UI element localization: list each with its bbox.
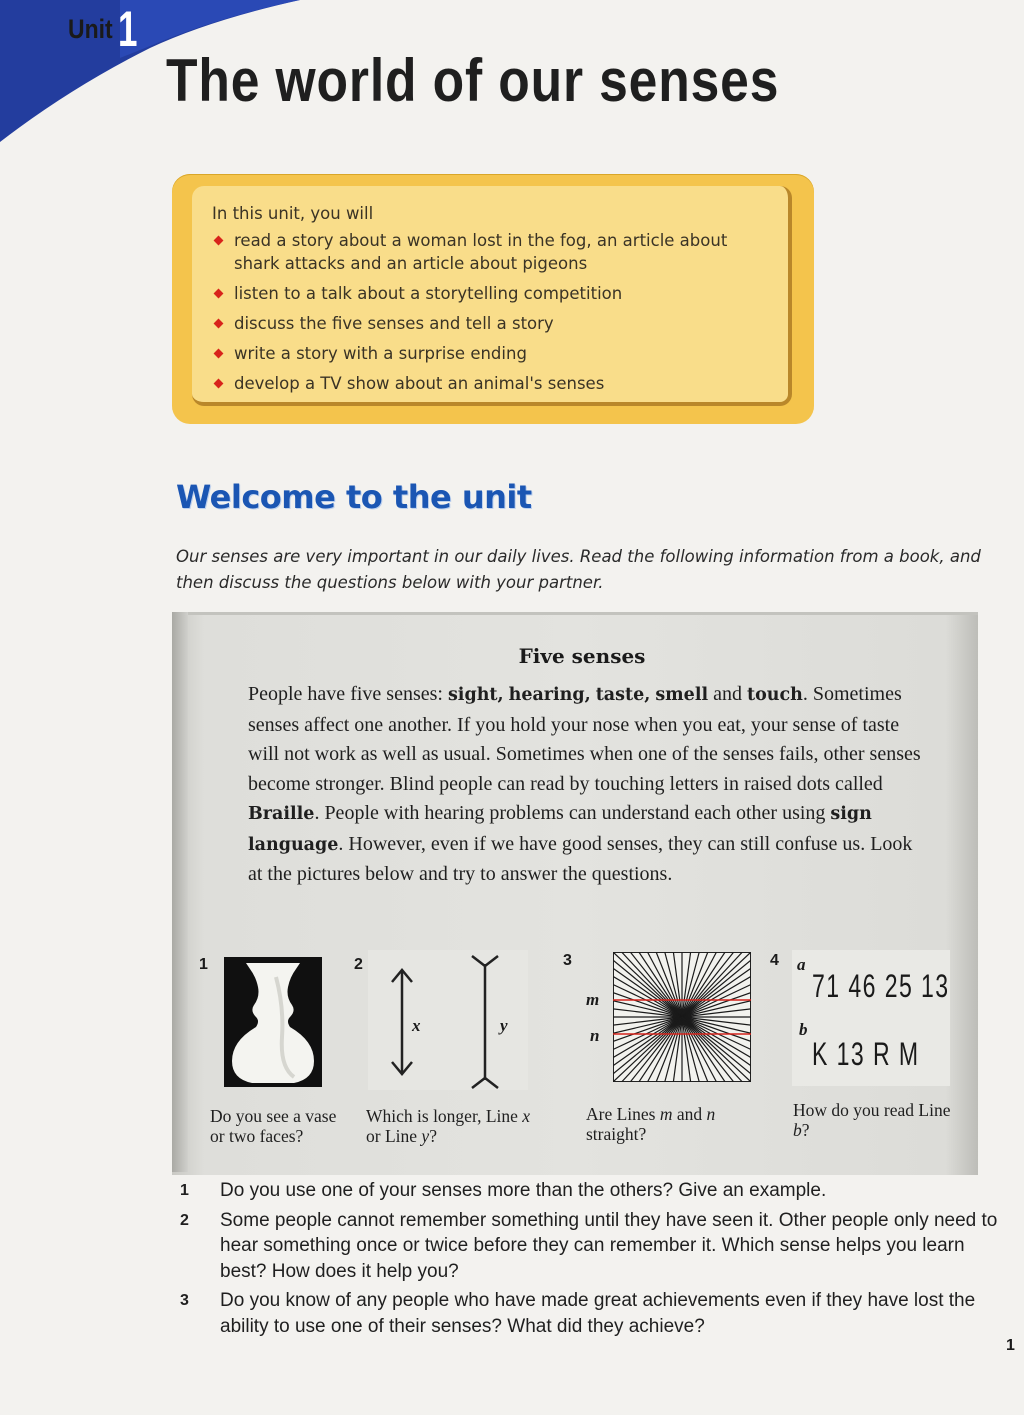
caption-part: or Line	[366, 1126, 422, 1146]
keyword-hearing: hearing,	[508, 685, 591, 705]
caption-var: n	[706, 1104, 716, 1124]
figure-caption	[793, 1100, 963, 1140]
book-text-part: People have five senses:	[248, 683, 448, 705]
caption-part: ?	[801, 1120, 810, 1140]
objectives-box	[192, 186, 792, 406]
line-x-label: x	[412, 1016, 421, 1035]
question-text: Do you use one of your senses more than the others? Give an example.	[220, 1180, 827, 1201]
objective-text: write a story with a surprise ending	[234, 344, 527, 363]
welcome-intro: Our senses are very important in our daily lives. Read the following information from a book, and then discuss the questions below with your partner.	[176, 547, 981, 592]
keyword-taste: taste,	[595, 685, 651, 705]
row-b-label: b	[799, 1020, 808, 1039]
page-number: 1	[1006, 1337, 1015, 1354]
question-number: 3	[180, 1292, 189, 1309]
line-n-label: n	[590, 1026, 600, 1045]
line-m-label: m	[586, 990, 600, 1009]
unit-label: Unit	[68, 14, 113, 44]
diamond-bullet-icon	[214, 319, 224, 329]
objective-item	[212, 312, 768, 335]
objective-item	[212, 282, 768, 305]
welcome-heading: Welcome to the unit	[176, 478, 532, 516]
diamond-bullet-icon	[214, 236, 224, 246]
book-spine	[172, 612, 188, 1172]
row-a-label: a	[797, 955, 806, 974]
book-paragraph	[248, 680, 928, 890]
figure-number: 2	[354, 956, 363, 973]
book-title: Five senses	[518, 644, 646, 668]
question-item	[180, 1208, 1000, 1285]
keyword-braille: Braille	[248, 804, 315, 824]
figure-number: 4	[770, 952, 779, 969]
caption-part: ?	[429, 1126, 437, 1146]
caption-part: and	[672, 1104, 707, 1124]
figure-number: 3	[563, 952, 572, 969]
diamond-bullet-icon	[214, 379, 224, 389]
caption-var: b	[793, 1120, 802, 1140]
objectives-list	[212, 229, 768, 395]
question-text: Do you know of any people who have made great achievements even if they have lost the ability to use one of their senses? What did they achieve?	[220, 1290, 976, 1337]
caption-part: How do you read Line	[793, 1100, 951, 1120]
objective-text: develop a TV show about an animal's senses	[234, 374, 605, 393]
keyword-touch: touch	[747, 685, 803, 705]
keyword-smell: smell	[655, 685, 709, 705]
row-b-characters: K 13 R M	[812, 1036, 920, 1072]
objective-item	[212, 342, 768, 365]
diamond-bullet-icon	[214, 349, 224, 359]
caption-part: straight?	[586, 1124, 647, 1144]
question-text: Some people cannot remember something until they have seen it. Other people only need to hear something once or twice before they can remember it. Which sense helps you learn best? How does it help you?	[220, 1209, 998, 1282]
objective-text: listen to a talk about a storytelling competition	[234, 284, 623, 303]
figure-number: 1	[199, 956, 208, 973]
book-text-part: . However, even if we have good senses, they can still confuse us. Look at the pictures below and try to answer the questions.	[248, 832, 913, 885]
caption-part: Which is longer, Line	[366, 1106, 523, 1126]
objectives-intro: In this unit, you will	[212, 204, 374, 223]
diamond-bullet-icon	[214, 289, 224, 299]
objective-item	[212, 229, 768, 275]
unit-number: 1	[118, 1, 138, 57]
caption-var: y	[421, 1126, 430, 1146]
caption-var: x	[522, 1106, 531, 1126]
keyword-sign-language: sign language	[248, 804, 872, 855]
question-number: 1	[180, 1182, 189, 1199]
objective-text: read a story about a woman lost in the fog, an article about shark attacks and an article about pigeons	[234, 231, 728, 273]
figure-caption: Do you see a vase or two faces?	[210, 1106, 337, 1146]
book-text-part: . People with hearing problems can understand each other using	[314, 802, 831, 824]
book-text-part: and	[708, 683, 748, 705]
objective-item	[212, 372, 768, 395]
vase-faces-illusion	[224, 957, 322, 1087]
figure-caption	[586, 1104, 756, 1144]
question-item	[180, 1288, 1000, 1339]
discussion-questions	[180, 1178, 1000, 1343]
page-title: The world of our senses	[166, 47, 780, 114]
caption-var: m	[659, 1104, 673, 1124]
hering-illusion	[613, 952, 751, 1082]
row-a-characters: 71 46 25 13	[812, 968, 950, 1004]
book-text-part: . Sometimes senses affect one another. If you hold your nose when you eat, your sense of taste will not work as well as usual. Sometimes when one of the senses fails, other senses become stronger. Blind people can read by touching letters in raised dots called	[248, 683, 921, 795]
question-number: 2	[180, 1211, 189, 1229]
figure-caption	[366, 1106, 536, 1146]
question-item	[180, 1178, 1000, 1204]
keyword-sight: sight,	[447, 685, 504, 705]
objective-text: discuss the five senses and tell a story	[234, 314, 554, 333]
caption-part: Are Lines	[586, 1104, 660, 1124]
line-y-label: y	[500, 1016, 508, 1035]
